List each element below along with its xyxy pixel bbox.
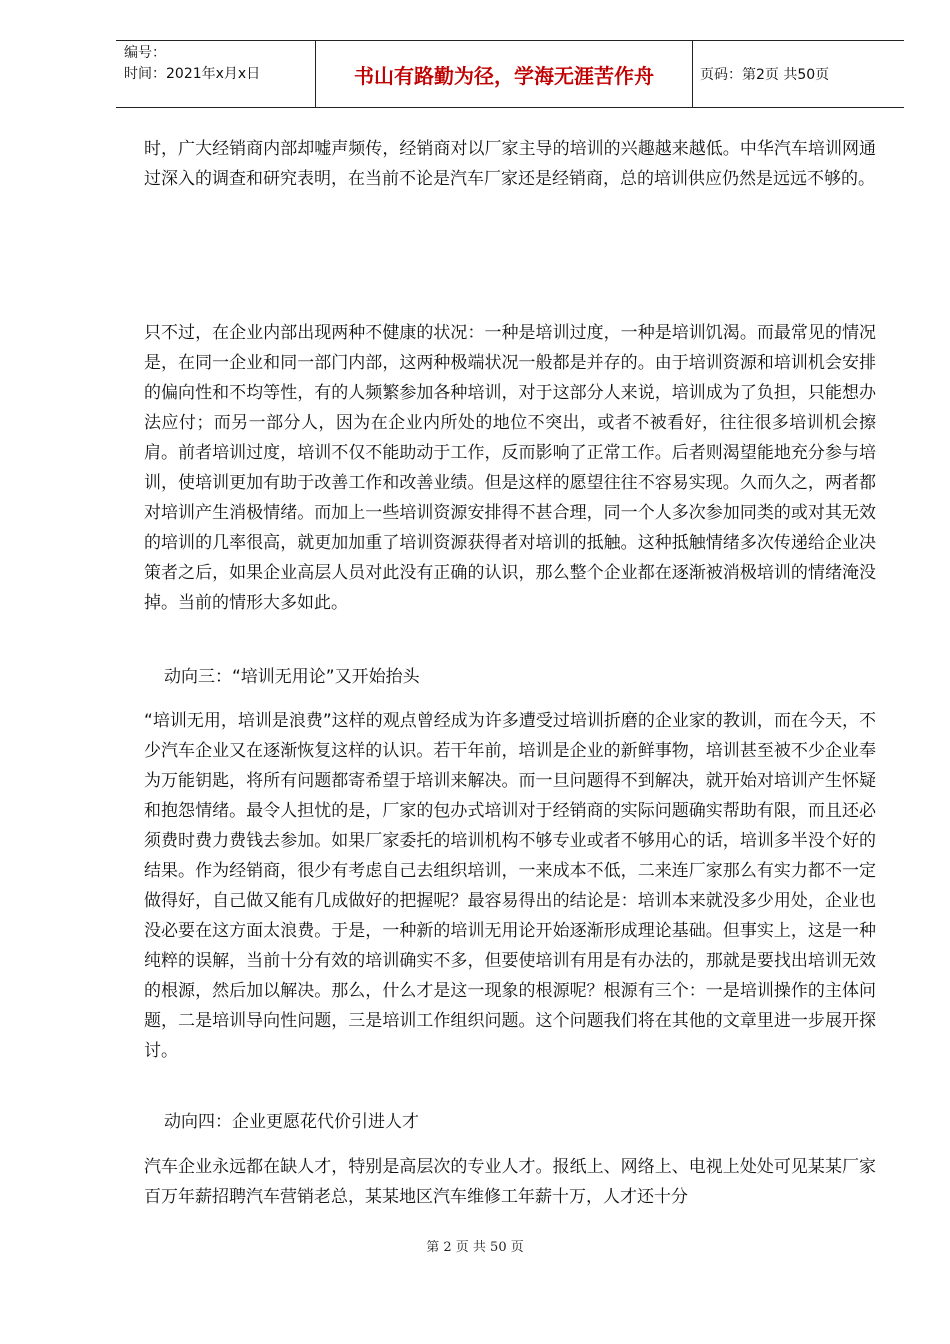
heading-trend-4: 动向四：企业更愿花代价引进人才 [164, 1112, 419, 1132]
paragraph-4: 汽车企业永远都在缺人才，特别是高层次的专业人才。报纸上、网络上、电视上处处可见某某厂家百万年薪招聘汽车营销老总，某某地区汽车维修工年薪十万，人才还十分 [144, 1157, 876, 1207]
header-meta [124, 43, 260, 85]
paragraph-4-block [144, 1152, 876, 1212]
paragraph-3: “培训无用，培训是浪费”这样的观点曾经成为许多遭受过培训折磨的企业家的教训，而在今天，不少汽车企业又在逐渐恢复这样的认识。若干年前，培训是企业的新鲜事物，培训甚至被不少企业奉为万能钥匙，将所有问题都寄希望于培训来解决。而一旦问题得不到解决，就开始对培训产生怀疑和抱怨情绪。最令人担忧的是，厂家的包办式培训对于经销商的实际问题确实帮助有限，而且还必须费时费力费钱去参加。如果厂家委托的培训机构不够专业或者不够用心的话，培训多半没个好的结果。作为经销商，很少有考虑自己去组织培训，一来成本不低，二来连厂家那么有实力都不一定做得好，自己做又能有几成做好的把握呢？最容易得出的结论是：培训本来就没多少用处，企业也没必要在这方面太浪费。于是，一种新的培训无用论开始逐渐形成理论基础。但事实上，这是一种纯粹的误解，当前十分有效的培训确实不多，但要使培训有用是有办法的，那就是要找出培训无效的根源，然后加以解决。那么，什么才是这一现象的根源呢？根源有三个：一是培训操作的主体问题，二是培训导向性问题，三是培训工作组织问题。这个问题我们将在其他的文章里进一步展开探讨。 [144, 711, 876, 1061]
page-header [116, 40, 904, 108]
paragraph-2-block [144, 318, 876, 618]
heading-trend-4-block [144, 1107, 876, 1137]
number-label: 编号： [124, 45, 166, 61]
paragraph-3-block [144, 706, 876, 1066]
heading-trend-3: 动向三：“培训无用论”又开始抬头 [164, 667, 420, 687]
header-motto: 书山有路勤为径，学海无涯苦作舟 [354, 63, 654, 88]
header-page-info: 页码：第2页 共50页 [700, 67, 830, 83]
heading-trend-3-block [144, 662, 876, 692]
time-label: 时间：2021年x月x日 [124, 66, 261, 82]
paragraph-2: 只不过，在企业内部出现两种不健康的状况：一种是培训过度，一种是培训饥渴。而最常见的情况是，在同一企业和同一部门内部，这两种极端状况一般都是并存的。由于培训资源和培训机会安排的偏向性和不均等性，有的人频繁参加各种培训，对于这部分人来说，培训成为了负担，只能想办法应付；而另一部分人，因为在企业内所处的地位不突出，或者不被看好，往往很多培训机会擦肩。前者培训过度，培训不仅不能助动于工作，反而影响了正常工作。后者则渴望能地充分参与培训，使培训更加有助于改善工作和改善业绩。但是这样的愿望往往不容易实现。久而久之，两者都对培训产生消极情绪。而加上一些培训资源安排得不甚合理，同一个人多次参加同类的或对其无效的培训的几率很高，就更加加重了培训资源获得者对培训的抵触。这种抵触情绪多次传递给企业决策者之后，如果企业高层人员对此没有正确的认识，那么整个企业都在逐渐被消极培训的情绪淹没掉。当前的情形大多如此。 [144, 323, 876, 613]
header-motto-cell [315, 41, 693, 107]
paragraph-1: 时，广大经销商内部却嘘声频传，经销商对以厂家主导的培训的兴趣越来越低。中华汽车培训网通过深入的调查和研究表明，在当前不论是汽车厂家还是经销商，总的培训供应仍然是远远不够的。 [144, 139, 876, 189]
paragraph-1-block [144, 134, 876, 194]
page-footer: 第 2 页 共 50 页 [426, 1240, 524, 1255]
